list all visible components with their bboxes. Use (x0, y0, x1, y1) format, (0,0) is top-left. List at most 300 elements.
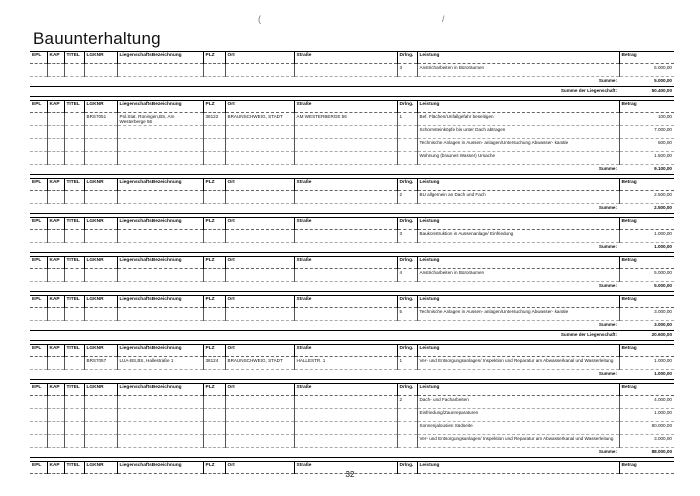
cell-ort (225, 152, 294, 165)
cell-lgknr: BRS7057 (84, 357, 117, 370)
column-header-epl: EPL (30, 462, 47, 474)
column-header-ort: Ort (225, 345, 294, 357)
scan-mark-right: / (442, 14, 445, 24)
cell-ort (225, 269, 294, 282)
cell-plz (203, 308, 225, 321)
column-header-titel: TITEL (64, 218, 84, 230)
total-row (30, 204, 674, 214)
cell-lgknr (84, 396, 117, 409)
cell-ort (225, 409, 294, 422)
column-header-leistung: Leistung (417, 52, 619, 64)
column-header-bez: LiegenschaftsBezeichnung (117, 345, 203, 357)
cell-betrag: 4.000,00 (619, 396, 674, 409)
cell-betrag: 1.000,00 (619, 357, 674, 370)
cell-lgknr (84, 308, 117, 321)
column-header-epl: EPL (30, 52, 47, 64)
total-label: Summe der Liegenschaft: (30, 87, 619, 97)
cell-blank (47, 308, 64, 321)
table-row (30, 435, 674, 448)
column-header-kap: KAP (47, 101, 64, 113)
table-row (30, 357, 674, 370)
cell-lgknr (84, 422, 117, 435)
total-amount: 5.000,00 (619, 77, 674, 87)
cell-lgknr (84, 409, 117, 422)
total-row (30, 243, 674, 253)
cell-lgknr (84, 64, 117, 77)
cell-blank (64, 269, 84, 282)
column-header-epl: EPL (30, 179, 47, 191)
table-row (30, 139, 674, 152)
cell-bez (117, 126, 203, 139)
column-header-lgknr: LGKNR (84, 257, 117, 269)
cell-bez (117, 152, 203, 165)
column-header-betrag: Betrag (619, 101, 674, 113)
total-row (30, 448, 674, 458)
column-header-leistung: Leistung (417, 462, 619, 474)
cell-dringl: 2 (397, 191, 417, 204)
cell-blank (30, 435, 47, 448)
total-label: Summe der Liegenschaft: (30, 331, 619, 341)
page-title: Bauunterhaltung (33, 29, 161, 48)
column-header-lgknr: LGKNR (84, 218, 117, 230)
cell-blank (30, 269, 47, 282)
cell-blank (30, 308, 47, 321)
cell-blank (30, 152, 47, 165)
cell-plz (203, 126, 225, 139)
column-header-strasse: Straße (294, 257, 397, 269)
column-header-row (30, 257, 674, 269)
cell-leistung: BU allgemein an Dach und Fach (417, 191, 619, 204)
column-header-titel: TITEL (64, 345, 84, 357)
total-label: Summe: (30, 282, 619, 292)
table-row (30, 152, 674, 165)
total-label: Summe: (30, 204, 619, 214)
column-header-betrag: Betrag (619, 257, 674, 269)
column-header-betrag: Betrag (619, 384, 674, 396)
column-header-titel: TITEL (64, 257, 84, 269)
column-header-betrag: Betrag (619, 462, 674, 474)
cell-leistung: Technische Anlagen in Aussen- anlagen/Untersuchung Abwasser- kanäle (417, 308, 619, 321)
cell-blank (64, 191, 84, 204)
cell-blank (47, 396, 64, 409)
cell-ort (225, 64, 294, 77)
cell-betrag: 1.500,00 (619, 152, 674, 165)
column-header-epl: EPL (30, 257, 47, 269)
column-header-dringl: Drlng. (397, 52, 417, 64)
total-row (30, 370, 674, 380)
column-header-bez: LiegenschaftsBezeichnung (117, 179, 203, 191)
column-header-strasse: Straße (294, 218, 397, 230)
column-header-bez: LiegenschaftsBezeichnung (117, 296, 203, 308)
cell-bez (117, 308, 203, 321)
total-row (30, 331, 674, 341)
cell-ort (225, 126, 294, 139)
cell-strasse (294, 269, 397, 282)
cell-strasse: AM WESTERBERGE 56 (294, 113, 397, 126)
column-header-strasse: Straße (294, 384, 397, 396)
cell-lgknr (84, 126, 117, 139)
column-header-bez: LiegenschaftsBezeichnung (117, 52, 203, 64)
column-header-strasse: Straße (294, 296, 397, 308)
cell-strasse (294, 230, 397, 243)
column-header-bez: LiegenschaftsBezeichnung (117, 101, 203, 113)
cell-blank (47, 152, 64, 165)
column-header-lgknr: LGKNR (84, 462, 117, 474)
table-row (30, 422, 674, 435)
column-header-lgknr: LGKNR (84, 296, 117, 308)
cell-betrag: 1.000,00 (619, 409, 674, 422)
cell-ort (225, 435, 294, 448)
cell-bez (117, 139, 203, 152)
column-header-row (30, 218, 674, 230)
column-header-row (30, 384, 674, 396)
cell-leistung: Schornsteinköpfe bis unter Dach abtragen (417, 126, 619, 139)
column-header-betrag: Betrag (619, 52, 674, 64)
column-header-titel: TITEL (64, 384, 84, 396)
column-header-dringl: Drlng. (397, 296, 417, 308)
budget-table-container (30, 51, 674, 474)
cell-bez (117, 422, 203, 435)
column-header-dringl: Drlng. (397, 257, 417, 269)
cell-blank (64, 308, 84, 321)
column-header-strasse: Straße (294, 52, 397, 64)
column-header-ort: Ort (225, 101, 294, 113)
cell-dringl: 3 (397, 230, 417, 243)
column-header-epl: EPL (30, 296, 47, 308)
cell-plz: 38124 (203, 357, 225, 370)
column-header-ort: Ort (225, 257, 294, 269)
cell-dringl (397, 422, 417, 435)
total-label: Summe: (30, 370, 619, 380)
cell-bez: Pol.Stat. Rüningen,BS, Am Westerberge 56 (117, 113, 203, 126)
column-header-ort: Ort (225, 462, 294, 474)
cell-strasse (294, 139, 397, 152)
column-header-epl: EPL (30, 345, 47, 357)
column-header-leistung: Leistung (417, 179, 619, 191)
total-label: Summe: (30, 77, 619, 87)
cell-dringl (397, 409, 417, 422)
table-row (30, 126, 674, 139)
table-row (30, 269, 674, 282)
cell-strasse (294, 422, 397, 435)
cell-dringl: 2 (397, 396, 417, 409)
column-header-lgknr: LGKNR (84, 384, 117, 396)
cell-strasse (294, 152, 397, 165)
cell-strasse (294, 126, 397, 139)
column-header-plz: PLZ (203, 257, 225, 269)
cell-bez (117, 435, 203, 448)
column-header-ort: Ort (225, 296, 294, 308)
cell-plz (203, 396, 225, 409)
column-header-ort: Ort (225, 52, 294, 64)
cell-blank (47, 126, 64, 139)
cell-plz (203, 64, 225, 77)
cell-betrag: 500,00 (619, 139, 674, 152)
cell-bez (117, 230, 203, 243)
cell-blank (64, 435, 84, 448)
column-header-titel: TITEL (64, 101, 84, 113)
cell-strasse (294, 191, 397, 204)
cell-betrag: 7.000,00 (619, 126, 674, 139)
cell-betrag: 2.500,00 (619, 191, 674, 204)
cell-blank (64, 422, 84, 435)
column-header-kap: KAP (47, 218, 64, 230)
column-header-leistung: Leistung (417, 257, 619, 269)
table-row (30, 396, 674, 409)
column-header-plz: PLZ (203, 384, 225, 396)
cell-betrag: 5.000,00 (619, 269, 674, 282)
cell-betrag: 5.000,00 (619, 64, 674, 77)
cell-dringl: 5 (397, 308, 417, 321)
cell-blank (47, 269, 64, 282)
column-header-kap: KAP (47, 462, 64, 474)
table-row (30, 230, 674, 243)
total-row (30, 321, 674, 331)
cell-blank (30, 126, 47, 139)
column-header-dringl: Drlng. (397, 384, 417, 396)
cell-bez (117, 64, 203, 77)
total-amount: 1.000,00 (619, 243, 674, 253)
cell-betrag: 100,00 (619, 113, 674, 126)
column-header-dringl: Drlng. (397, 179, 417, 191)
total-label: Summe: (30, 165, 619, 175)
cell-strasse (294, 64, 397, 77)
cell-betrag: 3.000,00 (619, 308, 674, 321)
total-amount: 2.500,00 (619, 204, 674, 214)
cell-plz: 38122 (203, 113, 225, 126)
column-header-plz: PLZ (203, 345, 225, 357)
cell-strasse (294, 308, 397, 321)
cell-dringl (397, 152, 417, 165)
cell-lgknr (84, 435, 117, 448)
total-row (30, 165, 674, 175)
cell-strasse (294, 409, 397, 422)
column-header-leistung: Leistung (417, 384, 619, 396)
column-header-kap: KAP (47, 384, 64, 396)
cell-ort (225, 230, 294, 243)
column-header-titel: TITEL (64, 179, 84, 191)
cell-blank (30, 230, 47, 243)
cell-leistung: Ver- und Entsorgungsanlagen/ Inspektion und Reparatur am Abwasserkanal und Wasserleitung (417, 357, 619, 370)
column-header-betrag: Betrag (619, 218, 674, 230)
table-row (30, 409, 674, 422)
column-header-betrag: Betrag (619, 345, 674, 357)
cell-leistung: Ver- und Entsorgungsanlagen/ Inspektion und Reparatur am Abwasserkanal und Wasserleitung (417, 435, 619, 448)
column-header-titel: TITEL (64, 296, 84, 308)
cell-ort: BRAUNSCHWEIG, STADT (225, 113, 294, 126)
cell-blank (64, 409, 84, 422)
column-header-plz: PLZ (203, 179, 225, 191)
total-label: Summe: (30, 243, 619, 253)
cell-ort (225, 422, 294, 435)
column-header-lgknr: LGKNR (84, 101, 117, 113)
column-header-bez: LiegenschaftsBezeichnung (117, 462, 203, 474)
total-amount: 9.100,00 (619, 165, 674, 175)
cell-dringl: 1 (397, 357, 417, 370)
column-header-dringl: Drlng. (397, 345, 417, 357)
cell-lgknr (84, 152, 117, 165)
column-header-epl: EPL (30, 101, 47, 113)
cell-betrag: 1.000,00 (619, 230, 674, 243)
cell-dringl (397, 126, 417, 139)
column-header-plz: PLZ (203, 296, 225, 308)
cell-dringl: 4 (397, 269, 417, 282)
cell-plz (203, 152, 225, 165)
cell-blank (30, 139, 47, 152)
cell-bez (117, 409, 203, 422)
cell-blank (30, 191, 47, 204)
column-header-kap: KAP (47, 296, 64, 308)
cell-blank (30, 64, 47, 77)
cell-plz (203, 230, 225, 243)
column-header-strasse: Straße (294, 101, 397, 113)
column-header-row (30, 296, 674, 308)
column-header-bez: LiegenschaftsBezeichnung (117, 218, 203, 230)
cell-ort (225, 191, 294, 204)
cell-bez (117, 396, 203, 409)
total-row (30, 282, 674, 292)
column-header-strasse: Straße (294, 345, 397, 357)
cell-plz (203, 422, 225, 435)
column-header-epl: EPL (30, 218, 47, 230)
cell-blank (47, 64, 64, 77)
cell-dringl (397, 139, 417, 152)
cell-leistung: Anstricharbeiten in Büroräumen (417, 269, 619, 282)
total-amount: 1.000,00 (619, 370, 674, 380)
column-header-ort: Ort (225, 179, 294, 191)
table-row (30, 191, 674, 204)
column-header-dringl: Drlng. (397, 218, 417, 230)
cell-blank (64, 139, 84, 152)
cell-leistung: Einfriedung/Zaunreparaturen (417, 409, 619, 422)
cell-dringl: 1 (397, 113, 417, 126)
column-header-kap: KAP (47, 52, 64, 64)
cell-bez (117, 191, 203, 204)
cell-blank (47, 139, 64, 152)
column-header-ort: Ort (225, 218, 294, 230)
cell-blank (47, 191, 64, 204)
column-header-plz: PLZ (203, 101, 225, 113)
cell-blank (47, 409, 64, 422)
cell-betrag: 80.000,00 (619, 422, 674, 435)
table-row (30, 64, 674, 77)
column-header-plz: PLZ (203, 462, 225, 474)
cell-lgknr (84, 139, 117, 152)
scan-mark-left: ( (258, 14, 261, 24)
column-header-bez: LiegenschaftsBezeichnung (117, 384, 203, 396)
total-amount: 5.000,00 (619, 282, 674, 292)
cell-leistung: Wohnung (braunes Wasser) Ursache (417, 152, 619, 165)
cell-leistung: Bef. Flächen/Unfallgefahr beseitigen (417, 113, 619, 126)
cell-strasse (294, 435, 397, 448)
total-row (30, 77, 674, 87)
column-header-lgknr: LGKNR (84, 52, 117, 64)
cell-blank (64, 64, 84, 77)
cell-blank (30, 357, 47, 370)
column-header-leistung: Leistung (417, 296, 619, 308)
cell-blank (64, 396, 84, 409)
column-header-kap: KAP (47, 257, 64, 269)
column-header-ort: Ort (225, 384, 294, 396)
cell-lgknr: BRS7051 (84, 113, 117, 126)
column-header-kap: KAP (47, 345, 64, 357)
cell-blank (47, 230, 64, 243)
cell-plz (203, 191, 225, 204)
cell-bez (117, 269, 203, 282)
column-header-titel: TITEL (64, 462, 84, 474)
cell-blank (64, 230, 84, 243)
cell-lgknr (84, 269, 117, 282)
table-row (30, 113, 674, 126)
column-header-plz: PLZ (203, 218, 225, 230)
budget-table (30, 51, 674, 474)
cell-leistung: Dach- und Facharbeiten (417, 396, 619, 409)
cell-blank (30, 396, 47, 409)
cell-blank (47, 113, 64, 126)
column-header-bez: LiegenschaftsBezeichnung (117, 257, 203, 269)
column-header-strasse: Straße (294, 462, 397, 474)
cell-leistung: Technische Anlagen in Aussen- anlagen/Untersuchung Abwasser- kanäle (417, 139, 619, 152)
cell-bez: LUA-BS,BS, Hallestraße 1 (117, 357, 203, 370)
column-header-leistung: Leistung (417, 218, 619, 230)
total-amount: 50.400,00 (619, 87, 674, 97)
total-amount: 20.600,00 (619, 331, 674, 341)
column-header-lgknr: LGKNR (84, 345, 117, 357)
cell-blank (30, 409, 47, 422)
table-row (30, 308, 674, 321)
cell-strasse (294, 396, 397, 409)
column-header-epl: EPL (30, 384, 47, 396)
cell-blank (47, 357, 64, 370)
cell-lgknr (84, 230, 117, 243)
column-header-betrag: Betrag (619, 296, 674, 308)
cell-blank (30, 422, 47, 435)
cell-ort: BRAUNSCHWEIG, STADT (225, 357, 294, 370)
total-amount: 3.000,00 (619, 321, 674, 331)
cell-betrag: 3.000,00 (619, 435, 674, 448)
total-row (30, 87, 674, 97)
cell-blank (47, 422, 64, 435)
cell-plz (203, 435, 225, 448)
cell-lgknr (84, 191, 117, 204)
column-header-row (30, 179, 674, 191)
column-header-plz: PLZ (203, 52, 225, 64)
total-amount: 88.000,00 (619, 448, 674, 458)
cell-ort (225, 308, 294, 321)
total-label: Summe: (30, 321, 619, 331)
column-header-kap: KAP (47, 179, 64, 191)
column-header-row (30, 52, 674, 64)
total-label: Summe: (30, 448, 619, 458)
cell-leistung: Sonnenjalousien Südseite (417, 422, 619, 435)
page-number: 32 (345, 470, 355, 479)
cell-blank (64, 126, 84, 139)
table-body (30, 52, 674, 474)
column-header-betrag: Betrag (619, 179, 674, 191)
column-header-dringl: Drlng. (397, 462, 417, 474)
cell-blank (47, 435, 64, 448)
column-header-leistung: Leistung (417, 101, 619, 113)
cell-ort (225, 139, 294, 152)
cell-strasse: HALLESTR. 1 (294, 357, 397, 370)
cell-plz (203, 139, 225, 152)
cell-plz (203, 269, 225, 282)
column-header-lgknr: LGKNR (84, 179, 117, 191)
cell-blank (64, 152, 84, 165)
cell-blank (64, 357, 84, 370)
cell-blank (30, 113, 47, 126)
column-header-strasse: Straße (294, 179, 397, 191)
